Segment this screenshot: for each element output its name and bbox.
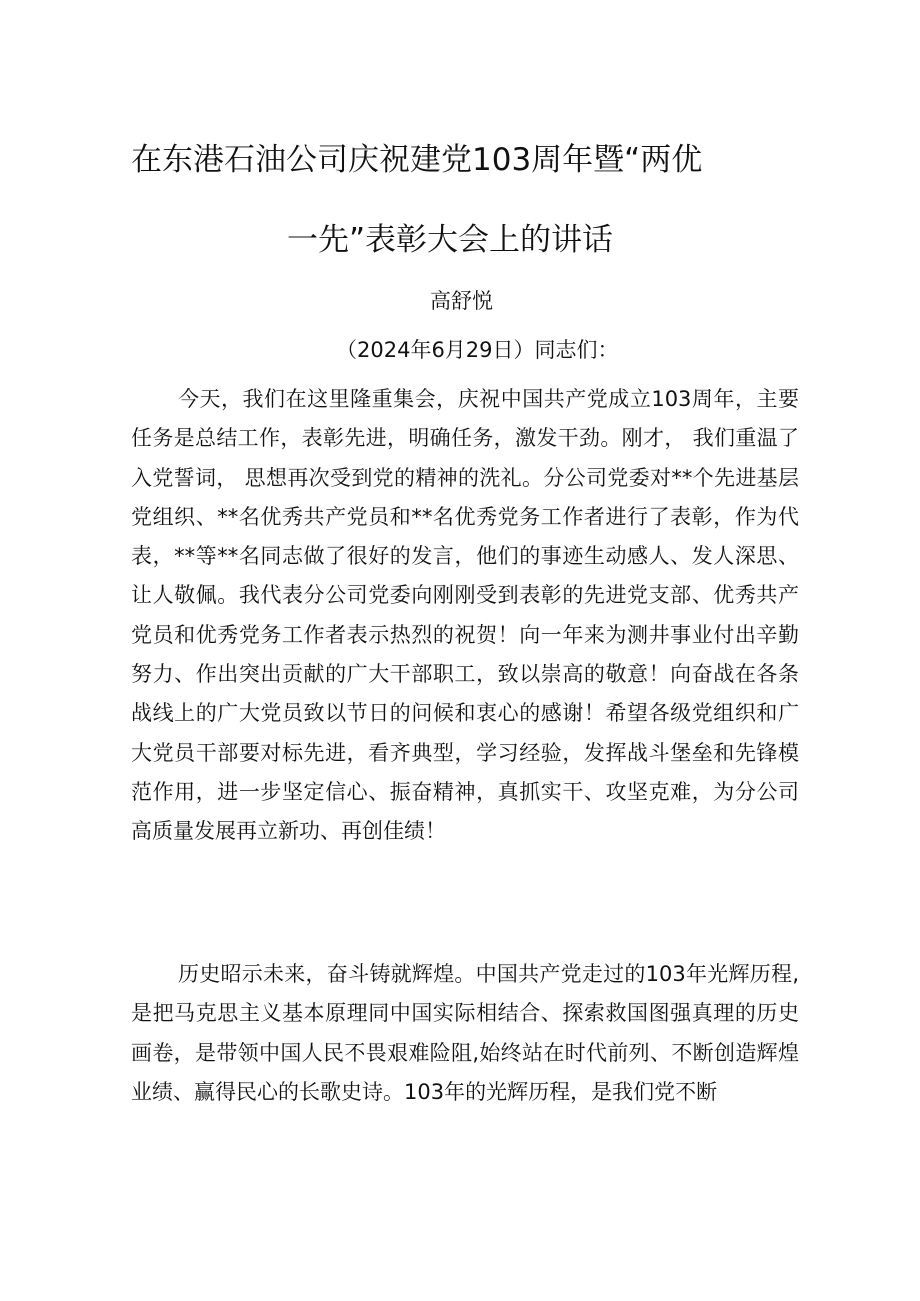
document-title-line-1: 在东港石油公司庆祝建党103周年暨“两优 (131, 142, 703, 178)
document-title-line-2: 一先”表彰大会上的讲话 (287, 222, 614, 258)
body-paragraph: 今天，我们在这里隆重集会，庆祝中国共产党成立103周年，主要任务是总结工作，表彰先进，明确任务，激发干劲。刚才， 我们重温了入党誓词， 思想再次受到党的精神的洗礼。分公司党委对**个先进基层党组织、**名优秀共产党员和**名优秀党务工作者进行了表彰，作为代表，**等**名同志做了很好的发言，他们的事迹生动感人、发人深思、让人敬佩。我代表分公司党委向刚刚受到表彰的先进党支部、优秀共产党员和优秀党务工作者表示热烈的祝贺！向一年来为测井事业付出辛勤努力、作出突出贡献的广大干部职工，致以崇高的敬意！向奋战在各条战线上的广大党员致以节日的问候和衷心的感谢！希望各级党组织和广大党员干部要对标先进，看齐典型，学习经验，发挥战斗堡垒和先锋模范作用，进一步坚定信心、振奋精神，真抓实干、攻坚克难，为分公司高质量发展再立新功、再创佳绩！ (131, 387, 799, 844)
date-and-greeting: （2024年6月29日）同志们： (336, 338, 619, 362)
body-paragraph: 历史昭示未来，奋斗铸就辉煌。中国共产党走过的103年光辉历程,是把马克思主义基本原理同中国实际相结合、探索救国图强真理的历史画卷，是带领中国人民不畏艰难险阻,始终站在时代前列、不断创造辉煌业绩、赢得民心的长歌史诗。103年的光辉历程，是我们党不断 (131, 962, 799, 1104)
author-name: 高舒悦 (430, 289, 493, 313)
